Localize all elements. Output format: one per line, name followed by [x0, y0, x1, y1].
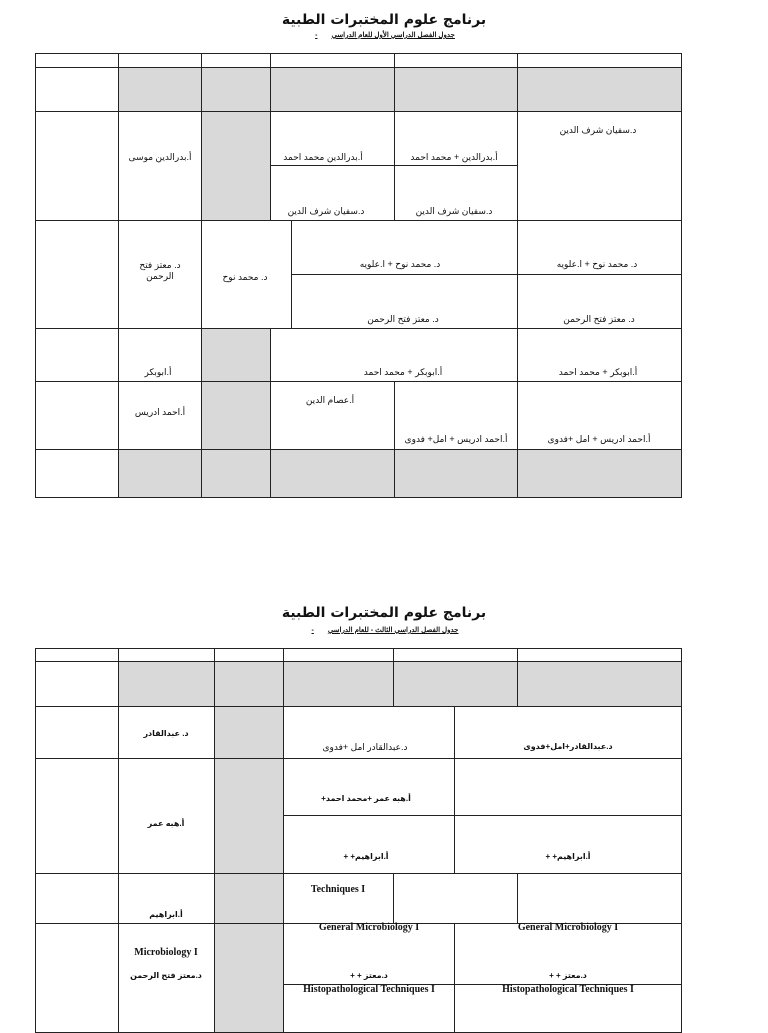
doc2-r5-mid-names-text: د.معتز + + — [350, 971, 388, 980]
doc2-row4-col5 — [517, 873, 682, 924]
doc1-row1-day — [35, 67, 119, 112]
doc2-header-cell — [118, 648, 215, 662]
doc1-row5-col2 — [201, 381, 271, 450]
doc1-r2-c1-text: أ.بدرالدين موسى — [128, 152, 192, 162]
doc2-header-cell — [35, 648, 119, 662]
doc2-row4-col2 — [214, 873, 284, 924]
doc2-r5-right-bottom-text: Histopathological Techniques I — [502, 984, 634, 995]
doc2-row3-right-bottom — [454, 815, 682, 874]
doc2-row1-cell — [393, 661, 518, 707]
doc2-r5-c1-en-text: Microbiology I — [134, 947, 198, 958]
doc1-r4-c1-text: أ.ابوبكر — [144, 367, 172, 377]
doc2-header-cell — [214, 648, 284, 662]
doc2-row1-cell — [214, 661, 284, 707]
doc2-row1-day — [35, 661, 119, 707]
doc2-r5-right-top-text: General Microbiology I — [517, 922, 619, 933]
doc1-row2-col1 — [118, 111, 202, 221]
doc2-r4-c1-text: أ.ابراهيم — [149, 910, 183, 919]
doc2-row3-day — [35, 758, 119, 874]
doc2-subtitle-dash: - — [311, 627, 314, 634]
doc2-title: برنامج علوم المختبرات الطبية — [281, 605, 487, 621]
doc1-row6-cell — [201, 449, 271, 498]
doc1-subtitle-dash: - — [315, 32, 318, 39]
doc1-row5-day — [35, 381, 119, 450]
doc1-r2-c5-text: د.سفيان شرف الدين — [559, 125, 637, 135]
doc1-r2-c3-top-text: أ.بدرالدين محمد احمد — [283, 152, 363, 162]
doc1-row6-cell — [270, 449, 395, 498]
doc1-row4-day — [35, 328, 119, 382]
doc2-subtitle-text: جدول الفصل الدراسي الثالث - للعام الدراسي — [327, 627, 459, 634]
doc1-row1-cell — [517, 67, 682, 112]
doc1-subtitle — [300, 31, 470, 39]
doc2-header-cell — [517, 648, 682, 662]
doc1-row4-col2 — [201, 328, 271, 382]
doc1-row1-cell — [118, 67, 202, 112]
doc1-r5-c3-text: أ.عصام الدين — [305, 395, 355, 405]
doc2-r2-c1-text: د. عبدالقادر — [143, 729, 189, 738]
doc2-r5-c1-ar-text: د.معتز فتح الرحمن — [130, 971, 202, 980]
doc2-r3-c1-text: أ.هبه عمر — [147, 819, 185, 828]
doc1-header-cell — [35, 53, 119, 68]
doc2-row3-col1 — [118, 758, 215, 874]
doc2-row1-cell — [118, 661, 215, 707]
doc2-row1-cell — [283, 661, 394, 707]
doc2-r5-mid-bottom-text: Histopathological Techniques I — [303, 984, 435, 995]
doc1-r5-c4-text: أ.احمد ادريس + امل+ فدوى — [404, 434, 508, 444]
doc1-r3-mid-bottom-text: د. معتز فتح الرحمن — [367, 314, 439, 324]
doc1-row1-cell — [270, 67, 395, 112]
doc1-row6-day — [35, 449, 119, 498]
doc2-r2-mid-text: د.عبدالقادر امل +فدوى — [322, 742, 408, 752]
doc2-r2-right-text: د.عبدالقادر+امل+فدوى — [523, 742, 613, 751]
doc2-r4-c3-text: Techniques I — [310, 884, 366, 895]
doc2-subtitle — [294, 626, 476, 634]
doc1-r4-c5-text: أ.ابوبكر + محمد احمد — [558, 367, 638, 377]
doc2-row3-mid-top — [283, 758, 455, 816]
doc1-r3-c5-bottom-text: د. معتز فتح الرحمن — [563, 314, 635, 324]
doc1-header-cell — [201, 53, 271, 68]
doc2-row3-right-top — [454, 758, 682, 816]
doc1-r4-mid-text: أ.ابوبكر + محمد احمد — [363, 367, 443, 377]
doc1-r3-c5-top-text: د. محمد نوح + ا.علويه — [556, 259, 638, 269]
doc1-row6-cell — [118, 449, 202, 498]
doc1-header-cell — [270, 53, 395, 68]
doc1-row2-day — [35, 111, 119, 221]
doc2-row5-day — [35, 923, 119, 1033]
doc2-r3-right-bottom-text: أ.ابراهيم+ + — [545, 852, 591, 861]
doc2-row2-day — [35, 706, 119, 759]
doc2-row2-right — [454, 706, 682, 759]
doc2-row5-col2 — [214, 923, 284, 1033]
doc2-r5-mid-top-text: General Microbiology I — [318, 922, 420, 933]
doc1-row3-day — [35, 220, 119, 329]
doc1-subtitle-text: جدول الفصل الدراسي الأول للعام الدراسي — [331, 32, 455, 39]
doc1-r3-c1-text: د. معتز فتح الرحمن — [139, 260, 181, 281]
doc1-row2-col2 — [201, 111, 271, 221]
doc2-row4-col4 — [393, 873, 518, 924]
doc2-r3-mid-top-text: أ.هبه عمر +محمد احمد+ — [321, 794, 411, 803]
doc2-row2-col2 — [214, 706, 284, 759]
doc1-r2-c3-bottom-text: د.سفيان شرف الدين — [287, 206, 365, 216]
doc1-r3-mid-top-text: د. محمد نوح + ا.علويه — [359, 259, 441, 269]
doc2-r5-right-names-text: د.معتز + + — [549, 971, 587, 980]
doc2-row4-col3 — [283, 873, 394, 924]
doc1-row6-cell — [394, 449, 518, 498]
doc1-header-cell — [118, 53, 202, 68]
doc1-r2-c4-top-text: أ.بدرالدين + محمد احمد — [410, 152, 498, 162]
doc2-r3-mid-bottom-text: أ.ابراهيم+ + — [343, 852, 389, 861]
doc1-r5-c1-text: أ.احمد ادريس — [134, 407, 186, 417]
doc1-header-cell — [394, 53, 518, 68]
doc1-row5-col3 — [270, 381, 395, 450]
doc2-header-cell — [393, 648, 518, 662]
doc2-row4-day — [35, 873, 119, 924]
doc1-row1-cell — [394, 67, 518, 112]
doc2-header-cell — [283, 648, 394, 662]
doc2-row1-cell — [517, 661, 682, 707]
doc2-row3-col2 — [214, 758, 284, 874]
doc1-r2-c4-bottom-text: د.سفيان شرف الدين — [415, 206, 493, 216]
doc1-row1-cell — [201, 67, 271, 112]
doc1-row6-cell — [517, 449, 682, 498]
doc1-title: برنامج علوم المختبرات الطبية — [281, 12, 487, 28]
doc2-row3-mid-bottom — [283, 815, 455, 874]
doc1-header-cell — [517, 53, 682, 68]
doc1-r3-c2-text: د. محمد نوح — [222, 272, 268, 282]
doc1-r5-c5-text: أ.احمد ادريس + امل +فدوى — [547, 434, 651, 444]
